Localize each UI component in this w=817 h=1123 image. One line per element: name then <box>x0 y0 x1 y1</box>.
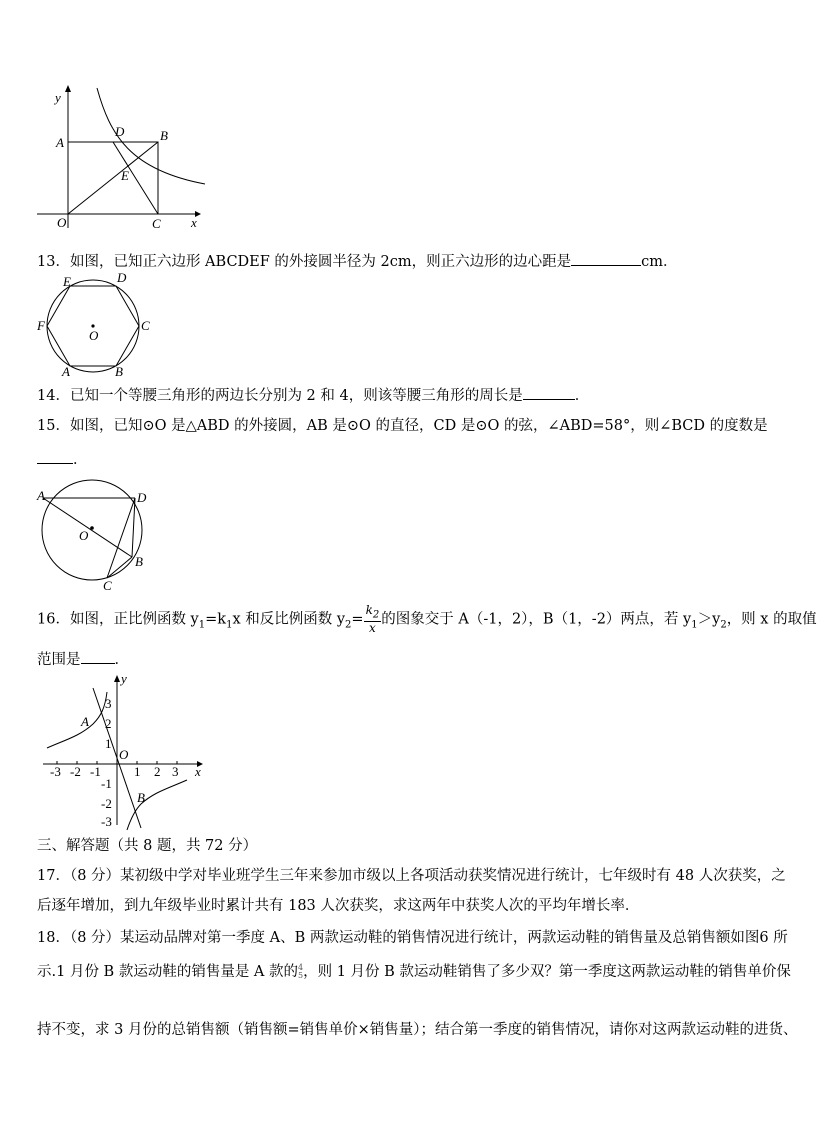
label-C: C <box>141 318 150 333</box>
label-B: B <box>160 128 168 143</box>
section-3-heading: 三、解答题（共 8 题，共 72 分） <box>37 838 258 854</box>
tick-y-neg2: -2 <box>101 796 112 811</box>
question-14: 14．已知一个等腰三角形的两边长分别为 2 和 4，则该等腰三角形的周长是 ． <box>37 388 590 404</box>
label-A: A <box>81 714 89 729</box>
fraction-4-5: 4 5 <box>298 963 304 980</box>
label-O: O <box>89 328 99 343</box>
figure-q12-graph <box>35 80 205 230</box>
label-B: B <box>135 554 143 569</box>
answer-blank-16[interactable] <box>81 663 115 664</box>
tick-x-1: 1 <box>134 764 141 779</box>
question-13: 13．如图，已知正六边形 ABCDEF 的外接圆半径为 2cm，则正六边形的边心距是 cm． <box>37 254 678 270</box>
label-E: E <box>121 168 129 183</box>
question-18-line3: 持不变，求 3 月份的总销售额（销售额=销售单价×销售量）；结合第一季度的销售情况，请你对这两款运动鞋的进货、 <box>37 1022 798 1038</box>
label-y: y <box>55 90 61 105</box>
tick-y-2: 2 <box>105 716 112 731</box>
tick-x-2: 2 <box>154 764 161 779</box>
label-E: E <box>63 274 71 289</box>
question-17-line2: 后逐年增加，到九年级毕业时累计共有 183 人次获奖，求这两年中获奖人次的平均年增长率． <box>37 898 640 914</box>
question-16: 16．如图，正比例函数 $y_1=k_1x$ 和反比例函数 $y_2=$ $\frac{k_2}{x}$ 的图象交于 A（-1，2），B（1，-2）两点，若 $y_1>y_2$，则 x 的取值 <box>37 603 817 636</box>
label-x: x <box>191 215 197 230</box>
label-O: O <box>79 528 89 543</box>
question-17-line1: 17．（8 分）某初级中学对毕业班学生三年来参加市级以上各项活动获奖情况进行统计，七年级时有 48 人次获奖，之 <box>37 868 786 884</box>
figure-q16-graph <box>35 670 210 828</box>
label-B: B <box>115 364 123 379</box>
tick-x-neg1: -1 <box>90 764 101 779</box>
label-C: C <box>103 578 112 593</box>
answer-blank-14[interactable] <box>523 399 575 400</box>
hyperbola-branch-right <box>127 780 187 830</box>
question-15-blank-line: ． <box>37 448 88 469</box>
tick-x-3: 3 <box>172 764 179 779</box>
question-16-line2: 范围是 ． <box>37 652 129 668</box>
label-A: A <box>62 364 70 379</box>
label-F: F <box>37 318 45 333</box>
question-18-line1: 18．（8 分）某运动品牌对第一季度 A、B 两款运动鞋的销售情况进行统计，两款运动鞋的销售量及总销售额如图6 所 <box>37 930 788 946</box>
tick-y-neg3: -3 <box>101 814 112 829</box>
hyperbola-curve <box>97 88 205 184</box>
label-y: y <box>121 671 127 686</box>
label-A: A <box>56 135 64 150</box>
label-A: A <box>37 488 45 503</box>
figure-q13-hexagon <box>35 270 160 380</box>
question-15: 15．如图，已知⊙O 是△ABD 的外接圆，AB 是⊙O 的直径，CD 是⊙O 的弦，∠ABD=58°，则∠BCD 的度数是 <box>37 418 768 434</box>
figure-q15-circle <box>35 478 155 593</box>
label-O: O <box>57 215 67 230</box>
label-D: D <box>117 270 127 285</box>
tick-y-1: 1 <box>105 736 112 751</box>
label-B: B <box>137 790 145 805</box>
hyperbola-branch-left <box>47 692 107 748</box>
answer-blank-13[interactable] <box>571 265 641 266</box>
tick-y-3: 3 <box>105 696 112 711</box>
tick-x-neg2: -2 <box>70 764 81 779</box>
fraction-k2-over-x: $\frac{k_2}{x}$ <box>365 603 380 636</box>
label-D: D <box>137 490 147 505</box>
answer-blank-15[interactable] <box>37 463 73 464</box>
label-x: x <box>195 764 201 779</box>
label-C: C <box>152 216 161 231</box>
label-D: D <box>115 124 125 139</box>
tick-x-neg3: -3 <box>50 764 61 779</box>
label-O: O <box>119 747 129 762</box>
question-18-line2: 示.1 月份 B 款运动鞋的销售量是 A 款的 4 5 ，则 1 月份 B 款运动鞋销售了多少双？第一季度这两款运动鞋的销售单价保 <box>37 963 791 980</box>
tick-y-neg1: -1 <box>101 776 112 791</box>
